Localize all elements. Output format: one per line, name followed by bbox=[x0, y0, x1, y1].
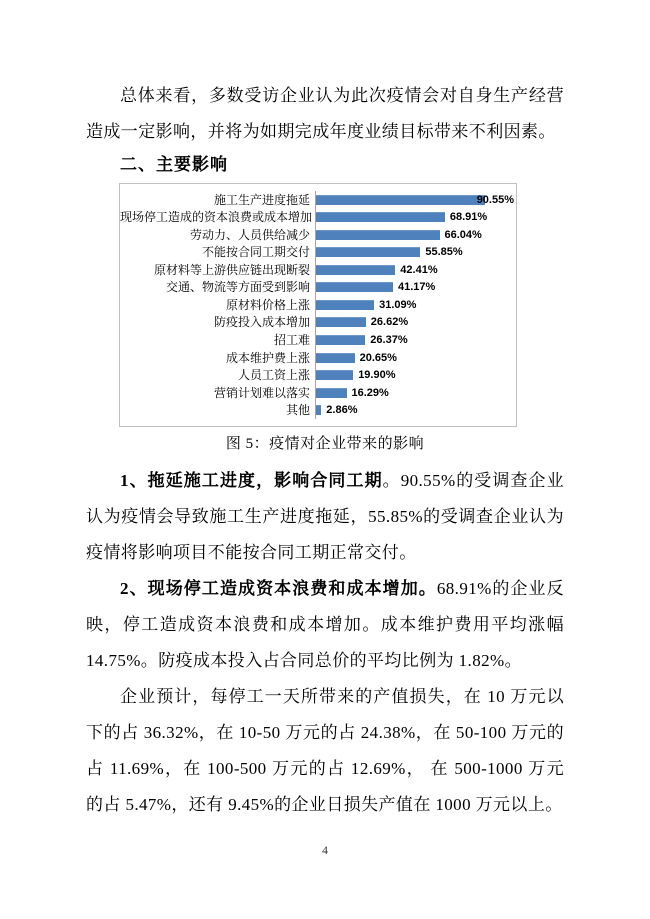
chart-bar bbox=[316, 317, 366, 327]
chart-category-label: 现场停工造成的资本浪费或成本增加 bbox=[120, 210, 313, 225]
chart-bar-row bbox=[316, 228, 516, 242]
chart-bar bbox=[316, 247, 420, 257]
chart-data-label: 68.91% bbox=[449, 211, 488, 224]
chart-bar-row bbox=[316, 386, 516, 400]
chart-category-label: 施工生产进度拖延 bbox=[213, 192, 310, 207]
chart-bar-row bbox=[316, 333, 516, 347]
chart-bar bbox=[316, 353, 355, 363]
chart-bar bbox=[316, 212, 445, 222]
chart-bar-row bbox=[316, 315, 516, 329]
chart-bar bbox=[316, 195, 485, 205]
section-heading: 二、主要影响 bbox=[120, 155, 228, 174]
chart-bar bbox=[316, 265, 395, 275]
chart-bar bbox=[316, 282, 393, 292]
chart-bar-row bbox=[316, 263, 516, 277]
chart-bar-row bbox=[316, 245, 516, 259]
paragraph-2-text: 68.91%的企业反映，停工造成资本浪费和成本增加。成本维护费用平均涨幅 14.75%。防疫成本投入占合同总价的平均比例为 1.82%。 bbox=[86, 579, 564, 670]
chart-bar-row bbox=[316, 280, 516, 294]
chart-data-label: 55.85% bbox=[425, 246, 463, 259]
chart-category-label: 招工难 bbox=[273, 333, 310, 348]
chart-bar-row bbox=[316, 193, 516, 207]
chart-bar bbox=[316, 335, 365, 345]
paragraph-1-text: 。90.55%的受调查企业认为疫情会导致施工生产进度拖延，55.85%的受调查企业认为疫情将影响项目不能按合同工期正常交付。 bbox=[86, 471, 564, 562]
paragraph-3-text: 企业预计，每停工一天所带来的产值损失，在 10 万元以下的占 36.32%，在 10-50 万元的占 24.38%，在 50-100 万元的占 11.69%，在 100-500 万元的占 12.69%， 在 500-1000 万元的占 5.47%，还有 9.45%的企业日损失产值在 1000 万元以上。 bbox=[86, 687, 564, 814]
paragraph-2-lead: 2、现场停工造成资本浪费和成本增加。 bbox=[120, 579, 437, 598]
chart-category-label: 其他 bbox=[285, 403, 310, 418]
intro-paragraph: 总体来看，多数受访企业认为此次疫情会对自身生产经营造成一定影响，并将为如期完成年度业绩目标带来不利因素。 bbox=[86, 86, 564, 141]
chart-category-label: 防疫投入成本增加 bbox=[213, 315, 310, 330]
chart-data-label: 20.65% bbox=[359, 351, 397, 364]
chart-data-label: 42.41% bbox=[400, 263, 438, 276]
chart-data-label: 26.37% bbox=[370, 334, 408, 347]
chart-category-label: 人员工资上涨 bbox=[237, 368, 310, 383]
paragraph-2 bbox=[86, 571, 564, 679]
chart-bar-row bbox=[316, 210, 516, 224]
chart-data-label: 66.04% bbox=[444, 228, 482, 241]
chart-bar bbox=[316, 300, 374, 310]
chart-bar bbox=[316, 370, 353, 380]
chart-bar-row bbox=[316, 298, 516, 312]
chart-data-label: 26.62% bbox=[370, 316, 409, 329]
chart-category-label: 原材料价格上涨 bbox=[225, 297, 310, 312]
chart-category-axis bbox=[120, 191, 315, 419]
chart-category-label: 交通、物流等方面受到影响 bbox=[165, 280, 310, 295]
chart-plot-area bbox=[315, 191, 516, 419]
paragraph-1-lead: 1、拖延施工进度，影响合同工期 bbox=[120, 471, 383, 490]
chart-data-label: 16.29% bbox=[351, 386, 389, 399]
chart-category-label: 成本维护费上涨 bbox=[225, 350, 310, 365]
chart-category-label: 营销计划难以落实 bbox=[213, 385, 310, 400]
chart-bar-row bbox=[316, 368, 516, 382]
chart-data-label: 41.17% bbox=[398, 281, 436, 294]
chart-bar-row bbox=[316, 351, 516, 365]
chart-category-label: 不能按合同工期交付 bbox=[201, 245, 310, 260]
bar-chart bbox=[119, 183, 517, 427]
chart-bar bbox=[316, 230, 440, 240]
chart-bar bbox=[316, 405, 321, 415]
chart-data-label: 90.55% bbox=[476, 193, 514, 206]
chart-data-label: 2.86% bbox=[326, 404, 358, 417]
chart-data-label: 31.09% bbox=[379, 298, 417, 311]
figure-caption: 图 5：疫情对企业带来的影响 bbox=[225, 436, 425, 452]
chart-bar-row bbox=[316, 403, 516, 417]
chart-category-label: 劳动力、人员供给减少 bbox=[189, 227, 310, 242]
chart-data-label: 19.90% bbox=[358, 369, 396, 382]
paragraph-1 bbox=[86, 463, 564, 571]
paragraph-3 bbox=[86, 679, 564, 823]
chart-category-label: 原材料等上游供应链出现断裂 bbox=[153, 262, 310, 277]
page-number: 4 bbox=[322, 843, 328, 857]
page-content bbox=[86, 78, 564, 823]
chart-bar bbox=[316, 388, 347, 398]
